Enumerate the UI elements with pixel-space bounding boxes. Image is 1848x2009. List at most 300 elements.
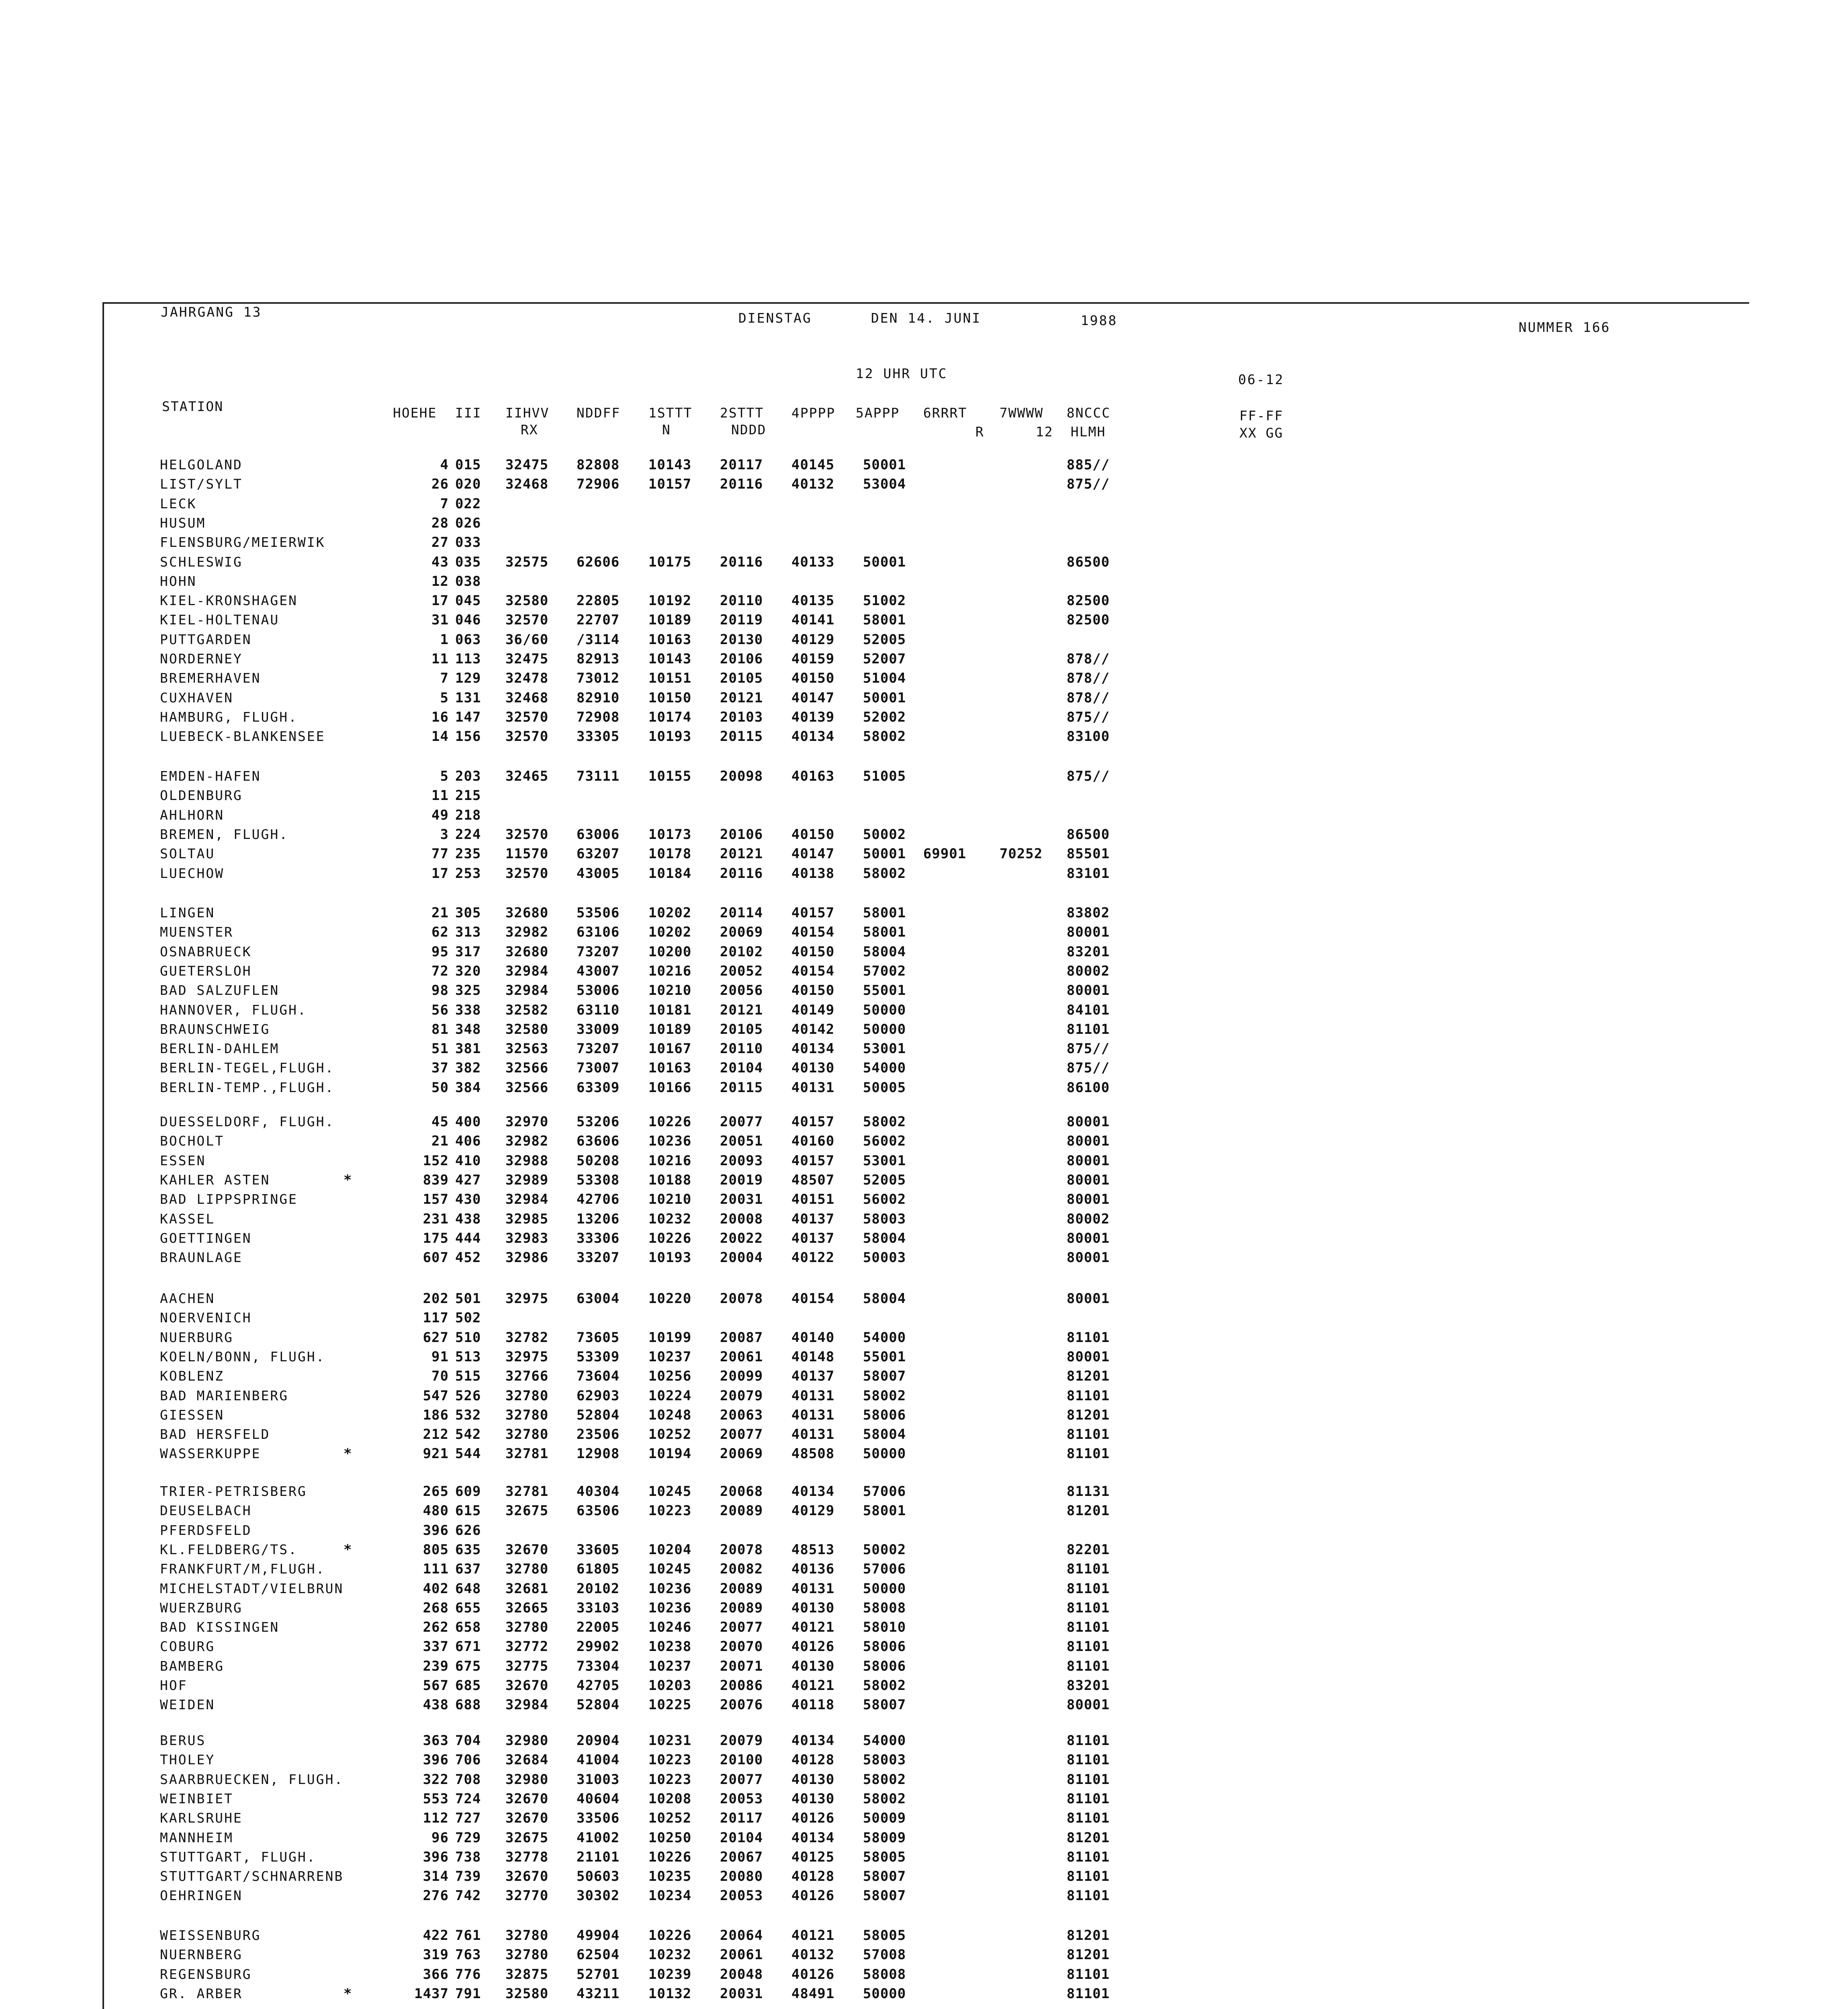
station-name: PUTTGARDEN — [160, 631, 252, 647]
station-index: 637 — [455, 1561, 481, 1577]
group-4pppp: 40121 — [791, 1619, 835, 1636]
station-height: 152 — [423, 1152, 449, 1169]
station-name: NUERNBERG — [160, 1947, 243, 1963]
group-2sttt: 20130 — [720, 631, 763, 648]
station-index: 410 — [455, 1152, 481, 1169]
group-2sttt: 20116 — [720, 554, 763, 570]
group-5appp: 50001 — [863, 554, 906, 570]
group-4pppp: 40159 — [791, 651, 835, 667]
station-name: KOBLENZ — [160, 1368, 225, 1384]
station-name: BAD MARIENBERG — [160, 1387, 289, 1403]
group-1sttt: 10202 — [648, 924, 692, 941]
group-iihvv: 32980 — [505, 1771, 549, 1788]
station-name: LIST/SYLT — [160, 476, 243, 492]
group-4pppp: 48508 — [791, 1446, 835, 1462]
station-height: 5 — [440, 768, 449, 784]
group-1sttt: 10167 — [648, 1041, 692, 1057]
group-5appp: 55001 — [863, 1348, 906, 1365]
group-iihvv: 32986 — [505, 1250, 549, 1266]
group-2sttt: 20008 — [720, 1211, 763, 1227]
group-nddff: /3114 — [576, 631, 620, 648]
station-height: 112 — [423, 1810, 449, 1827]
group-2sttt: 20115 — [720, 1079, 763, 1096]
group-2sttt: 20115 — [720, 728, 763, 745]
mountain-mark: * — [343, 1172, 352, 1188]
station-index: 648 — [455, 1580, 481, 1597]
group-4pppp: 40131 — [791, 1387, 835, 1404]
group-nddff: 40304 — [576, 1483, 620, 1500]
group-nddff: 41004 — [576, 1752, 620, 1768]
group-8nccc: 81201 — [1067, 1927, 1110, 1944]
station-index: 704 — [455, 1733, 481, 1749]
group-8nccc: 81101 — [1067, 1733, 1110, 1749]
group-2sttt: 20102 — [720, 943, 763, 960]
station-index: 626 — [455, 1522, 481, 1538]
station-index: 729 — [455, 1829, 481, 1846]
station-index: 742 — [455, 1888, 481, 1904]
group-nddff: 43211 — [576, 1985, 620, 2002]
station-height: 805 — [423, 1541, 449, 1558]
group-5appp: 58002 — [863, 1771, 906, 1788]
group-1sttt: 10225 — [648, 1697, 692, 1713]
station-name: AHLHORN — [160, 807, 225, 823]
group-nddff: 33506 — [576, 1810, 620, 1827]
group-2sttt: 20105 — [720, 670, 763, 687]
group-iihvv: 32982 — [505, 1133, 549, 1150]
station-height: 396 — [423, 1849, 449, 1865]
station-height: 314 — [423, 1868, 449, 1885]
group-8nccc: 81101 — [1067, 1771, 1110, 1788]
station-name: WEISSENBURG — [160, 1927, 261, 1943]
group-5appp: 58002 — [863, 1678, 906, 1694]
group-1sttt: 10203 — [648, 1678, 692, 1694]
group-8nccc: 81101 — [1067, 1329, 1110, 1346]
station-height: 239 — [423, 1658, 449, 1674]
station-index: 738 — [455, 1849, 481, 1865]
group-5appp: 58006 — [863, 1658, 906, 1674]
station-name: OEHRINGEN — [160, 1888, 243, 1904]
group-nddff: 63309 — [576, 1079, 620, 1096]
group-nddff: 62606 — [576, 554, 620, 570]
group-1sttt: 10163 — [648, 1060, 692, 1076]
group-8nccc: 81101 — [1067, 1426, 1110, 1443]
group-iihvv: 32675 — [505, 1829, 549, 1846]
station-index: 113 — [455, 651, 481, 667]
group-2sttt: 20063 — [720, 1407, 763, 1423]
group-iihvv: 32766 — [505, 1368, 549, 1385]
station-height: 262 — [423, 1619, 449, 1636]
group-2sttt: 20114 — [720, 905, 763, 921]
group-4pppp: 40137 — [791, 1368, 835, 1385]
group-2sttt: 20019 — [720, 1172, 763, 1188]
group-5appp: 57002 — [863, 963, 906, 979]
group-5appp: 58009 — [863, 1829, 906, 1846]
station-height: 402 — [423, 1580, 449, 1597]
group-1sttt: 10150 — [648, 689, 692, 706]
group-5appp: 58002 — [863, 1387, 906, 1404]
group-4pppp: 40163 — [791, 768, 835, 784]
station-height: 396 — [423, 1752, 449, 1768]
group-1sttt: 10216 — [648, 1152, 692, 1169]
station-index: 033 — [455, 534, 481, 551]
station-name: THOLEY — [160, 1752, 215, 1768]
group-nddff: 73304 — [576, 1658, 620, 1674]
station-index: 384 — [455, 1079, 481, 1096]
station-height: 202 — [423, 1291, 449, 1307]
station-name: STUTTGART/SCHNARRENB — [160, 1868, 344, 1884]
station-height: 438 — [423, 1697, 449, 1713]
group-2sttt: 20051 — [720, 1133, 763, 1150]
station-height: 322 — [423, 1771, 449, 1788]
station-index: 609 — [455, 1483, 481, 1500]
mountain-mark: * — [343, 1446, 352, 1462]
station-height: 3 — [440, 826, 449, 843]
col-7wwww: 7WWWW — [1000, 405, 1044, 421]
group-iihvv: 32570 — [505, 826, 549, 843]
group-iihvv: 32570 — [505, 709, 549, 725]
group-iihvv: 32465 — [505, 768, 549, 784]
station-index: 063 — [455, 631, 481, 648]
group-iihvv: 32670 — [505, 1790, 549, 1807]
group-nddff: 53206 — [576, 1114, 620, 1130]
group-iihvv: 32980 — [505, 1733, 549, 1749]
station-height: 21 — [431, 905, 449, 921]
group-1sttt: 10143 — [648, 457, 692, 473]
group-4pppp: 40140 — [791, 1329, 835, 1346]
group-8nccc: 81201 — [1067, 1829, 1110, 1846]
col-6rrrt-sub: R — [975, 424, 984, 440]
mountain-mark: * — [343, 1541, 352, 1558]
group-5appp: 52007 — [863, 651, 906, 667]
station-index: 513 — [455, 1348, 481, 1365]
group-2sttt: 20077 — [720, 1771, 763, 1788]
group-2sttt: 20106 — [720, 826, 763, 843]
group-nddff: 50603 — [576, 1868, 620, 1885]
group-8nccc: 81101 — [1067, 1752, 1110, 1768]
group-8nccc: 81101 — [1067, 1580, 1110, 1597]
station-index: 400 — [455, 1114, 481, 1130]
station-height: 212 — [423, 1426, 449, 1443]
group-1sttt: 10166 — [648, 1079, 692, 1096]
group-nddff: 13206 — [576, 1211, 620, 1227]
group-iihvv: 32670 — [505, 1810, 549, 1827]
group-8nccc: 875// — [1067, 476, 1110, 493]
group-nddff: 29902 — [576, 1639, 620, 1655]
group-4pppp: 40150 — [791, 982, 835, 999]
station-height: 96 — [431, 1829, 449, 1846]
station-index: 129 — [455, 670, 481, 687]
station-name: CUXHAVEN — [160, 689, 233, 706]
group-8nccc: 81101 — [1067, 1021, 1110, 1037]
station-index: 038 — [455, 573, 481, 589]
station-index: 020 — [455, 476, 481, 493]
group-nddff: 72908 — [576, 709, 620, 725]
group-nddff: 82910 — [576, 689, 620, 706]
group-5appp: 58001 — [863, 924, 906, 941]
station-index: 526 — [455, 1387, 481, 1404]
group-nddff: 52701 — [576, 1966, 620, 1982]
group-1sttt: 10193 — [648, 728, 692, 745]
group-2sttt: 20086 — [720, 1678, 763, 1694]
station-name: WASSERKUPPE — [160, 1446, 261, 1462]
group-5appp: 50005 — [863, 1079, 906, 1096]
station-height: 366 — [423, 1966, 449, 1982]
group-5appp: 58004 — [863, 1291, 906, 1307]
group-5appp: 58007 — [863, 1888, 906, 1904]
group-5appp: 58008 — [863, 1600, 906, 1616]
station-height: 7 — [440, 670, 449, 687]
group-iihvv: 32475 — [505, 457, 549, 473]
col-5appp: 5APPP — [856, 405, 900, 421]
group-8nccc: 80001 — [1067, 1291, 1110, 1307]
station-name: KARLSRUHE — [160, 1810, 243, 1826]
group-1sttt: 10252 — [648, 1810, 692, 1827]
group-iihvv: 32570 — [505, 612, 549, 628]
group-nddff: 33305 — [576, 728, 620, 745]
group-1sttt: 10236 — [648, 1600, 692, 1616]
group-nddff: 52804 — [576, 1697, 620, 1713]
group-nddff: 63207 — [576, 846, 620, 862]
group-4pppp: 40132 — [791, 476, 835, 493]
station-name: SOLTAU — [160, 846, 215, 862]
group-1sttt: 10189 — [648, 1021, 692, 1037]
station-height: 839 — [423, 1172, 449, 1188]
station-height: 363 — [423, 1733, 449, 1749]
station-name: EMDEN-HAFEN — [160, 768, 261, 784]
group-iihvv: 32575 — [505, 554, 549, 570]
station-name: LUEBECK-BLANKENSEE — [160, 728, 325, 745]
station-name: HAMBURG, FLUGH. — [160, 709, 298, 725]
group-8nccc: 878// — [1067, 689, 1110, 706]
group-4pppp: 40128 — [791, 1752, 835, 1768]
group-4pppp: 40131 — [791, 1580, 835, 1597]
date: DEN 14. JUNI — [871, 310, 981, 326]
group-2sttt: 20053 — [720, 1888, 763, 1904]
group-4pppp: 40130 — [791, 1600, 835, 1616]
station-index: 430 — [455, 1191, 481, 1208]
station-name: KL.FELDBERG/TS. — [160, 1541, 298, 1557]
group-nddff: 40604 — [576, 1790, 620, 1807]
group-4pppp: 40121 — [791, 1927, 835, 1944]
group-4pppp: 40157 — [791, 1114, 835, 1130]
station-index: 305 — [455, 905, 481, 921]
group-4pppp: 40126 — [791, 1966, 835, 1982]
group-nddff: 63110 — [576, 1002, 620, 1018]
group-4pppp: 40130 — [791, 1790, 835, 1807]
group-5appp: 50000 — [863, 1002, 906, 1018]
station-height: 396 — [423, 1522, 449, 1538]
station-name: NORDERNEY — [160, 651, 243, 667]
group-1sttt: 10175 — [648, 554, 692, 570]
group-nddff: 53006 — [576, 982, 620, 999]
station-name: BAMBERG — [160, 1658, 225, 1674]
station-name: LINGEN — [160, 905, 215, 921]
station-name: REGENSBURG — [160, 1966, 252, 1982]
station-index: 658 — [455, 1619, 481, 1636]
station-name: WEINBIET — [160, 1790, 233, 1806]
col-nddff: NDDFF — [576, 405, 621, 421]
group-5appp: 51004 — [863, 670, 906, 687]
group-1sttt: 10223 — [648, 1503, 692, 1519]
group-nddff: 22805 — [576, 593, 620, 609]
group-5appp: 58001 — [863, 612, 906, 628]
group-2sttt: 20117 — [720, 457, 763, 473]
group-8nccc: 81101 — [1067, 1387, 1110, 1404]
group-2sttt: 20004 — [720, 1250, 763, 1266]
col-8nccc-sub: HLMH — [1071, 424, 1106, 440]
group-2sttt: 20052 — [720, 963, 763, 979]
station-index: 046 — [455, 612, 481, 628]
group-4pppp: 40133 — [791, 554, 835, 570]
group-4pppp: 40118 — [791, 1697, 835, 1713]
group-iihvv: 32570 — [505, 865, 549, 882]
group-4pppp: 40138 — [791, 865, 835, 882]
group-1sttt: 10252 — [648, 1426, 692, 1443]
station-index: 382 — [455, 1060, 481, 1076]
group-8nccc: 80001 — [1067, 924, 1110, 941]
group-iihvv: 32984 — [505, 1191, 549, 1208]
group-4pppp: 40160 — [791, 1133, 835, 1150]
group-8nccc: 81201 — [1067, 1407, 1110, 1423]
group-1sttt: 10220 — [648, 1291, 692, 1307]
group-1sttt: 10245 — [648, 1483, 692, 1500]
group-4pppp: 40157 — [791, 1152, 835, 1169]
group-1sttt: 10224 — [648, 1387, 692, 1404]
station-height: 72 — [431, 963, 449, 979]
station-index: 727 — [455, 1810, 481, 1827]
group-8nccc: 81101 — [1067, 1561, 1110, 1577]
station-name: OLDENBURG — [160, 788, 243, 804]
station-index: 313 — [455, 924, 481, 941]
group-4pppp: 40142 — [791, 1021, 835, 1037]
group-5appp: 55001 — [863, 982, 906, 999]
group-5appp: 58004 — [863, 943, 906, 960]
group-1sttt: 10181 — [648, 1002, 692, 1018]
group-4pppp: 40145 — [791, 457, 835, 473]
col-station: STATION — [162, 399, 224, 414]
group-5appp: 50001 — [863, 457, 906, 473]
group-iihvv: 32468 — [505, 476, 549, 493]
station-height: 186 — [423, 1407, 449, 1423]
group-1sttt: 10202 — [648, 905, 692, 921]
group-8nccc: 875// — [1067, 1060, 1110, 1076]
group-5appp: 58007 — [863, 1697, 906, 1713]
weekday: DIENSTAG — [738, 310, 812, 326]
group-4pppp: 40126 — [791, 1888, 835, 1904]
group-4pppp: 40134 — [791, 1483, 835, 1500]
station-height: 37 — [431, 1060, 449, 1076]
station-name: LECK — [160, 495, 197, 511]
group-1sttt: 10199 — [648, 1329, 692, 1346]
station-index: 215 — [455, 788, 481, 804]
group-4pppp: 40130 — [791, 1771, 835, 1788]
group-8nccc: 86100 — [1067, 1079, 1110, 1096]
group-2sttt: 20110 — [720, 593, 763, 609]
group-4pppp: 40134 — [791, 728, 835, 745]
group-4pppp: 40149 — [791, 1002, 835, 1018]
station-index: 348 — [455, 1021, 481, 1037]
station-height: 12 — [431, 573, 449, 589]
group-8nccc: 81101 — [1067, 1790, 1110, 1807]
group-8nccc: 81101 — [1067, 1966, 1110, 1982]
station-name: TRIER-PETRISBERG — [160, 1483, 307, 1499]
group-5appp: 58002 — [863, 1114, 906, 1130]
group-nddff: 63006 — [576, 826, 620, 843]
group-8nccc: 83802 — [1067, 905, 1110, 921]
group-iihvv: 32563 — [505, 1041, 549, 1057]
station-height: 337 — [423, 1639, 449, 1655]
group-8nccc: 878// — [1067, 651, 1110, 667]
group-8nccc: 80002 — [1067, 1211, 1110, 1227]
station-height: 5 — [440, 689, 449, 706]
group-5appp: 50003 — [863, 1250, 906, 1266]
station-name: MUENSTER — [160, 924, 233, 940]
station-height: 62 — [431, 924, 449, 941]
group-nddff: 12908 — [576, 1446, 620, 1462]
group-nddff: 21101 — [576, 1849, 620, 1865]
group-8nccc: 81131 — [1067, 1483, 1110, 1500]
station-name: BOCHOLT — [160, 1133, 225, 1149]
group-4pppp: 40125 — [791, 1849, 835, 1865]
station-index: 235 — [455, 846, 481, 862]
group-2sttt: 20121 — [720, 1002, 763, 1018]
group-2sttt: 20089 — [720, 1503, 763, 1519]
group-1sttt: 10226 — [648, 1230, 692, 1246]
station-name: SCHLESWIG — [160, 554, 243, 570]
group-nddff: 73111 — [576, 768, 620, 784]
group-5appp: 58007 — [863, 1368, 906, 1385]
group-iihvv: 32983 — [505, 1230, 549, 1246]
col-1sttt-sub: N — [662, 422, 671, 438]
group-2sttt: 20077 — [720, 1619, 763, 1636]
group-1sttt: 10174 — [648, 709, 692, 725]
group-4pppp: 40135 — [791, 593, 835, 609]
station-height: 567 — [423, 1678, 449, 1694]
group-nddff: 33605 — [576, 1541, 620, 1558]
station-height: 26 — [431, 476, 449, 493]
group-iihvv: 32984 — [505, 982, 549, 999]
group-nddff: 22707 — [576, 612, 620, 628]
group-8nccc: 80001 — [1067, 1172, 1110, 1188]
station-index: 685 — [455, 1678, 481, 1694]
group-8nccc: 80001 — [1067, 1191, 1110, 1208]
group-1sttt: 10216 — [648, 963, 692, 979]
group-2sttt: 20103 — [720, 709, 763, 725]
group-iihvv: 32570 — [505, 728, 549, 745]
group-8nccc: 84101 — [1067, 1002, 1110, 1018]
station-name: HELGOLAND — [160, 457, 243, 473]
group-1sttt: 10246 — [648, 1619, 692, 1636]
group-2sttt: 20067 — [720, 1849, 763, 1865]
group-4pppp: 40151 — [791, 1191, 835, 1208]
station-height: 51 — [431, 1041, 449, 1057]
group-5appp: 53001 — [863, 1152, 906, 1169]
group-5appp: 58001 — [863, 1503, 906, 1519]
station-height: 268 — [423, 1600, 449, 1616]
station-name: WUERZBURG — [160, 1600, 243, 1616]
group-iihvv: 32680 — [505, 943, 549, 960]
station-name: HANNOVER, FLUGH. — [160, 1002, 307, 1018]
group-iihvv: 32970 — [505, 1114, 549, 1130]
group-5appp: 58001 — [863, 905, 906, 921]
group-5appp: 58003 — [863, 1211, 906, 1227]
group-4pppp: 40130 — [791, 1060, 835, 1076]
group-iihvv: 32782 — [505, 1329, 549, 1346]
station-index: 502 — [455, 1310, 481, 1326]
group-8nccc: 875// — [1067, 768, 1110, 784]
station-height: 56 — [431, 1002, 449, 1018]
group-8nccc: 81101 — [1067, 1810, 1110, 1827]
